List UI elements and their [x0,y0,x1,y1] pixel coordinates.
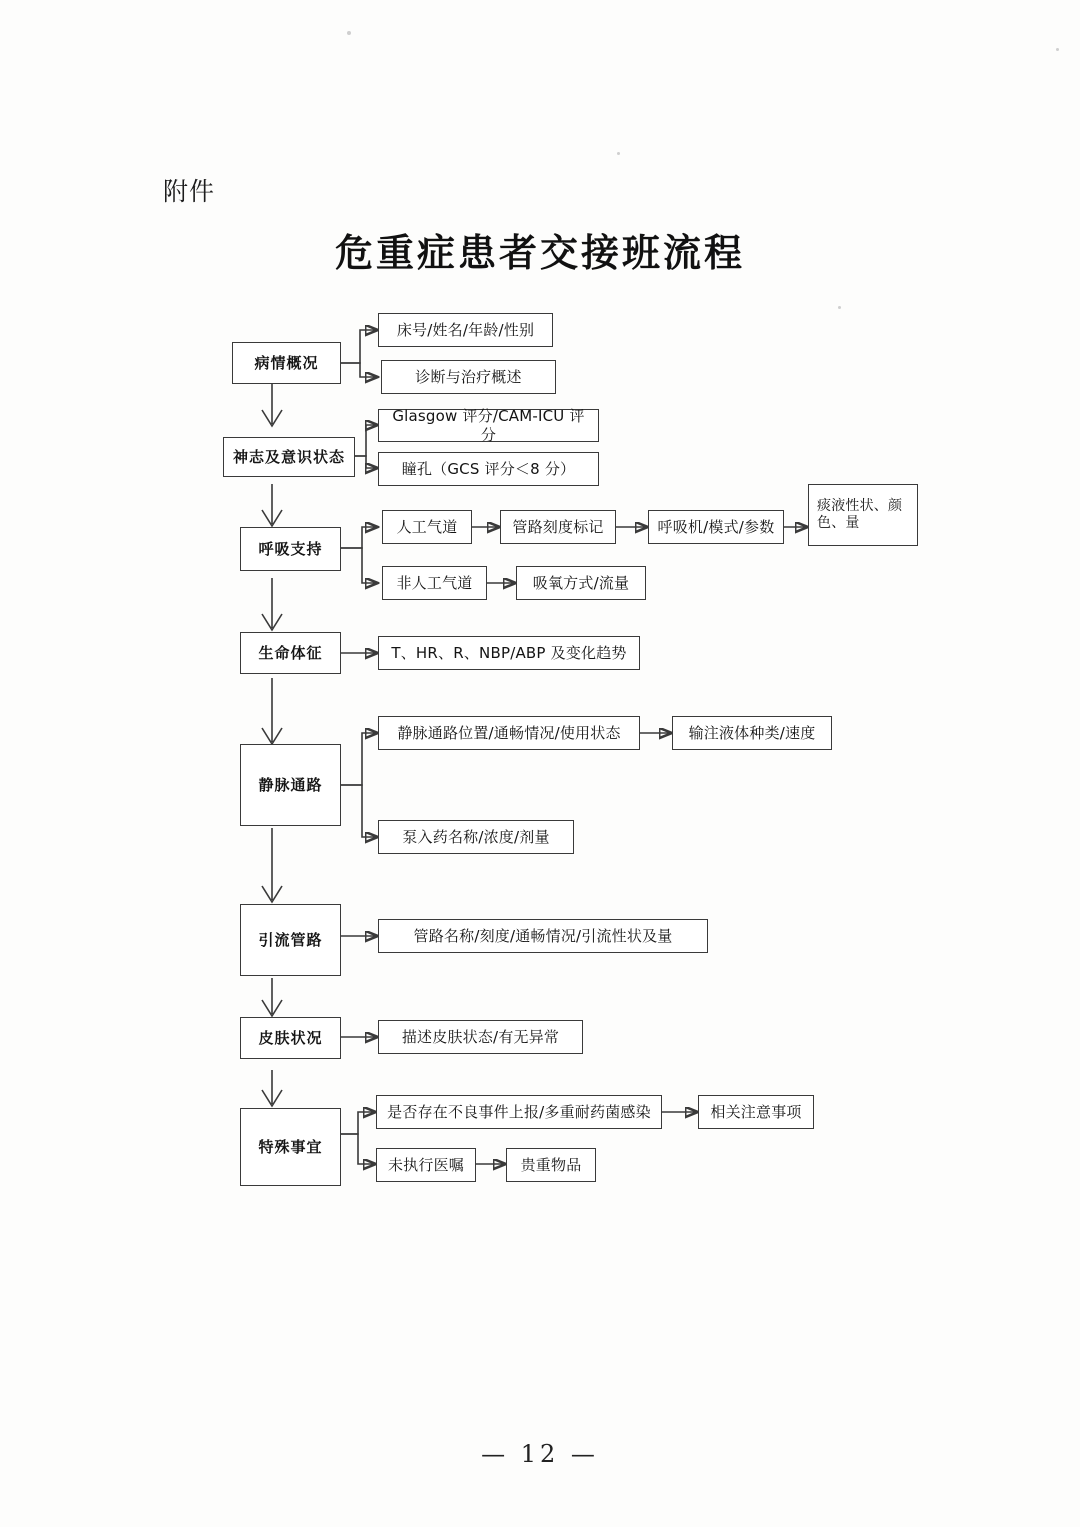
detail-label: T、HR、R、NBP/ABP 及变化趋势 [391,643,627,662]
detail-node-non-artificial-airway[interactable] [382,566,487,600]
attachment-label: 附件 [163,177,216,206]
stage-label: 呼吸支持 [258,539,323,558]
detail-label: 吸氧方式/流量 [532,573,630,592]
detail-label: 非人工气道 [396,573,473,592]
detail-node-bed-name-age-sex[interactable] [378,313,553,347]
stage-label: 皮肤状况 [258,1028,323,1047]
detail-label: 静脉通路位置/通畅情况/使用状态 [397,723,621,742]
detail-node-valuables[interactable] [506,1148,596,1182]
stage-label: 病情概况 [254,353,319,372]
stage-node-respiratory-support[interactable] [240,527,341,571]
stage-node-skin-condition[interactable] [240,1017,341,1059]
detail-node-unexecuted-orders[interactable] [376,1148,476,1182]
detail-node-tube-name-drainage[interactable] [378,919,708,953]
detail-node-tube-depth-mark[interactable] [500,510,616,544]
detail-label: Glasgow 评分/CAM-ICU 评分 [392,406,585,444]
detail-node-skin-description[interactable] [378,1020,583,1054]
detail-label: 瞳孔（GCS 评分＜8 分） [401,459,576,478]
detail-node-artificial-airway[interactable] [382,510,472,544]
detail-label: 床号/姓名/年龄/性别 [396,320,535,339]
detail-label: 管路名称/刻度/通畅情况/引流性状及量 [413,926,673,945]
detail-node-vital-parameters[interactable] [378,636,640,670]
page-number: — 12 — [481,1440,599,1468]
detail-label: 输注液体种类/速度 [688,723,816,742]
stage-node-drainage-tubes[interactable] [240,904,341,976]
detail-node-pump-drug-dose[interactable] [378,820,574,854]
detail-node-diagnosis-treatment[interactable] [381,360,556,394]
stage-node-special-matters[interactable] [240,1108,341,1186]
detail-label: 相关注意事项 [710,1102,802,1121]
detail-label: 人工气道 [396,517,458,536]
stage-node-patient-overview[interactable] [232,342,341,384]
detail-label: 诊断与治疗概述 [415,367,522,386]
detail-node-adverse-event-mdro[interactable] [376,1095,662,1129]
detail-label: 是否存在不良事件上报/多重耐药菌感染 [387,1102,651,1121]
page-title: 危重症患者交接班流程 [334,230,745,275]
detail-label: 贵重物品 [520,1155,582,1174]
detail-label: 描述皮肤状态/有无异常 [401,1027,560,1046]
detail-node-ventilator-mode-params[interactable] [648,510,784,544]
detail-label: 呼吸机/模式/参数 [657,517,775,536]
detail-node-related-precautions[interactable] [698,1095,814,1129]
stage-node-iv-access[interactable] [240,744,341,826]
stage-label: 静脉通路 [258,775,323,794]
stage-node-vital-signs[interactable] [240,632,341,674]
detail-node-oxygen-mode-flow[interactable] [516,566,646,600]
detail-node-sputum-character[interactable] [808,484,918,546]
detail-node-iv-site-status[interactable] [378,716,640,750]
detail-label: 泵入药名称/浓度/剂量 [402,827,550,846]
detail-label: 痰液性状、颜色、量 [817,497,903,531]
detail-label: 未执行医嘱 [387,1155,464,1174]
detail-node-infusion-type-rate[interactable] [672,716,832,750]
stage-label: 引流管路 [258,930,323,949]
stage-label: 生命体征 [258,643,323,662]
detail-label: 管路刻度标记 [512,517,604,536]
detail-node-pupil-gcs[interactable] [378,452,599,486]
stage-node-consciousness[interactable] [223,437,355,477]
stage-label: 特殊事宜 [258,1137,323,1156]
detail-node-glasgow-camicu[interactable] [378,406,599,444]
stage-label: 神志及意识状态 [232,447,345,466]
